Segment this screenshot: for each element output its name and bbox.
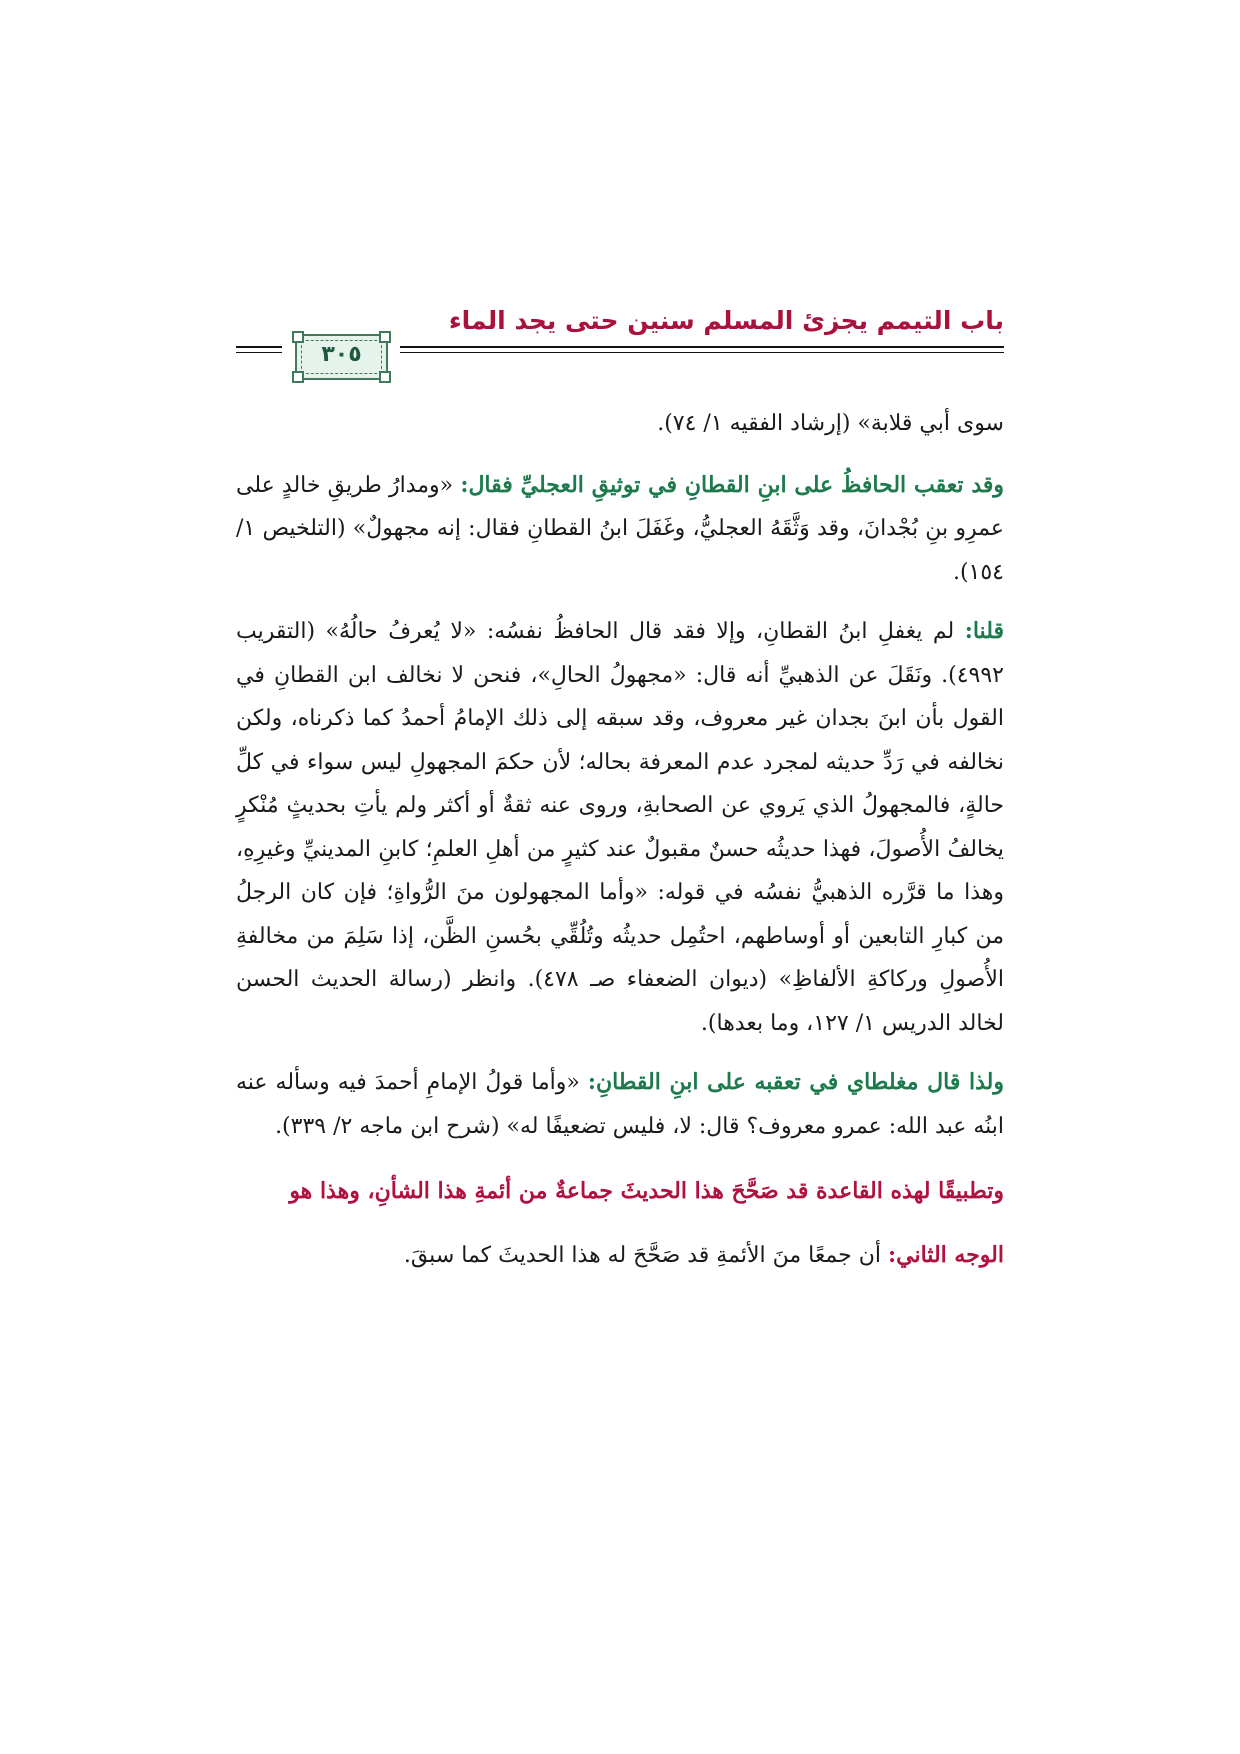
paragraph-text: سوى أبي قلابة» (إرشاد الفقيه ١/ ٧٤). xyxy=(657,411,1004,436)
badge-corner-ornament xyxy=(379,371,391,383)
chapter-title: باب التيمم يجزئ المسلم سنين حتى يجد الماء xyxy=(448,306,1004,335)
page-number-badge xyxy=(295,334,388,380)
paragraph-second-aspect xyxy=(236,1234,1004,1278)
badge-corner-ornament xyxy=(292,371,304,383)
paragraph-lead: وقد تعقب الحافظُ على ابنِ القطانِ في توثيقِ العجليِّ فقال: xyxy=(460,471,1005,498)
paragraph-response xyxy=(236,610,1004,1045)
paragraph-lead: الوجه الثاني: xyxy=(888,1242,1004,1268)
paragraph-text: أن جمعًا منَ الأئمةِ قد صَحَّحَ له هذا الحديثَ كما سبقَ. xyxy=(403,1243,889,1268)
paragraph-lead: ولذا قال مغلطاي في تعقبه على ابنِ القطانِ: xyxy=(587,1069,1004,1095)
paragraph-application xyxy=(236,1164,1004,1218)
paragraph-continuation xyxy=(236,402,1004,446)
paragraph-text: لم يغفلِ ابنُ القطانِ، وإلا فقد قال الحافظُ نفسُه: «لا يُعرفُ حالُهُ» (التقريب ٤٩٩٢). ونَقَلَ عن الذهبيِّ أنه قال: «مجهولُ الحالِ»، فنحن لا نخالف ابن القطانِ في القول بأن ابنَ بجدان غير معروف، وقد سبقه إلى ذلك الإمامُ أحمدُ كما ذكرناه، ولكن نخالفه في رَدِّ حديثه لمجرد عدم المعرفة بحاله؛ لأن حكمَ المجهولِ ليس سواء في كلِّ حالةٍ، فالمجهولُ الذي يَروي عن الصحابةِ، وروى عنه ثقةٌ أو أكثر ولم يأتِ بحديثٍ مُنْكرٍ يخالفُ الأُصولَ، فهذا حديثُه حسنٌ مقبولٌ عند كثيرٍ من أهلِ العلمِ؛ كابنِ المدينيِّ وغيرِهِ، وهذا ما قرَّره الذهبيُّ نفسُه في قوله: «وأما المجهولون منَ الرُّواةِ؛ فإن كان الرجلُ من كبارِ التابعين أو أوساطهم، احتُمِل حديثُه وتُلُقِّي بحُسنِ الظَّن، إذا سَلِمَ من مخالفةِ الأُصولِ وركاكةِ الألفاظِ» (ديوان الضعفاء صـ ٤٧٨). وانظر (رسالة الحديث الحسن لخالد الدريس ١/ ١٢٧، وما بعدها). xyxy=(236,619,1004,1036)
header-rule-right-bottom xyxy=(400,352,1004,353)
header-rule-right-top xyxy=(400,346,1004,348)
paragraph-lead: قلنا: xyxy=(964,618,1004,644)
page-body xyxy=(236,402,1004,1294)
paragraph-mughultai xyxy=(236,1061,1004,1148)
paragraph-hafiz-critique xyxy=(236,464,1004,595)
page-number: ٣٠٥ xyxy=(321,342,362,367)
running-header xyxy=(236,306,1004,386)
paragraph-text: «ومدارُ طريقِ خالدٍ على عمرِو بنِ بُجْدانَ، وقد وَثَّقَهُ العجليُّ، وغَفَلَ ابنُ القطانِ فقال: إنه مجهولٌ» (التلخيص ١/ ١٥٤). xyxy=(236,472,1004,585)
paragraph-text: «وأما قولُ الإمامِ أحمدَ فيه وسأله عنه ابنُه عبد الله: عمرو معروف؟ قال: لا، فليس تضعيفًا له» (شرح ابن ماجه ٢/ ٣٣٩). xyxy=(236,1070,1004,1139)
paragraph-text: وتطبيقًا لهذه القاعدة قد صَحَّحَ هذا الحديثَ جماعةٌ من أئمةِ هذا الشأنِ، وهذا هو xyxy=(289,1178,1004,1204)
header-rule-left-bottom xyxy=(236,352,282,353)
header-rule-left-top xyxy=(236,346,282,348)
